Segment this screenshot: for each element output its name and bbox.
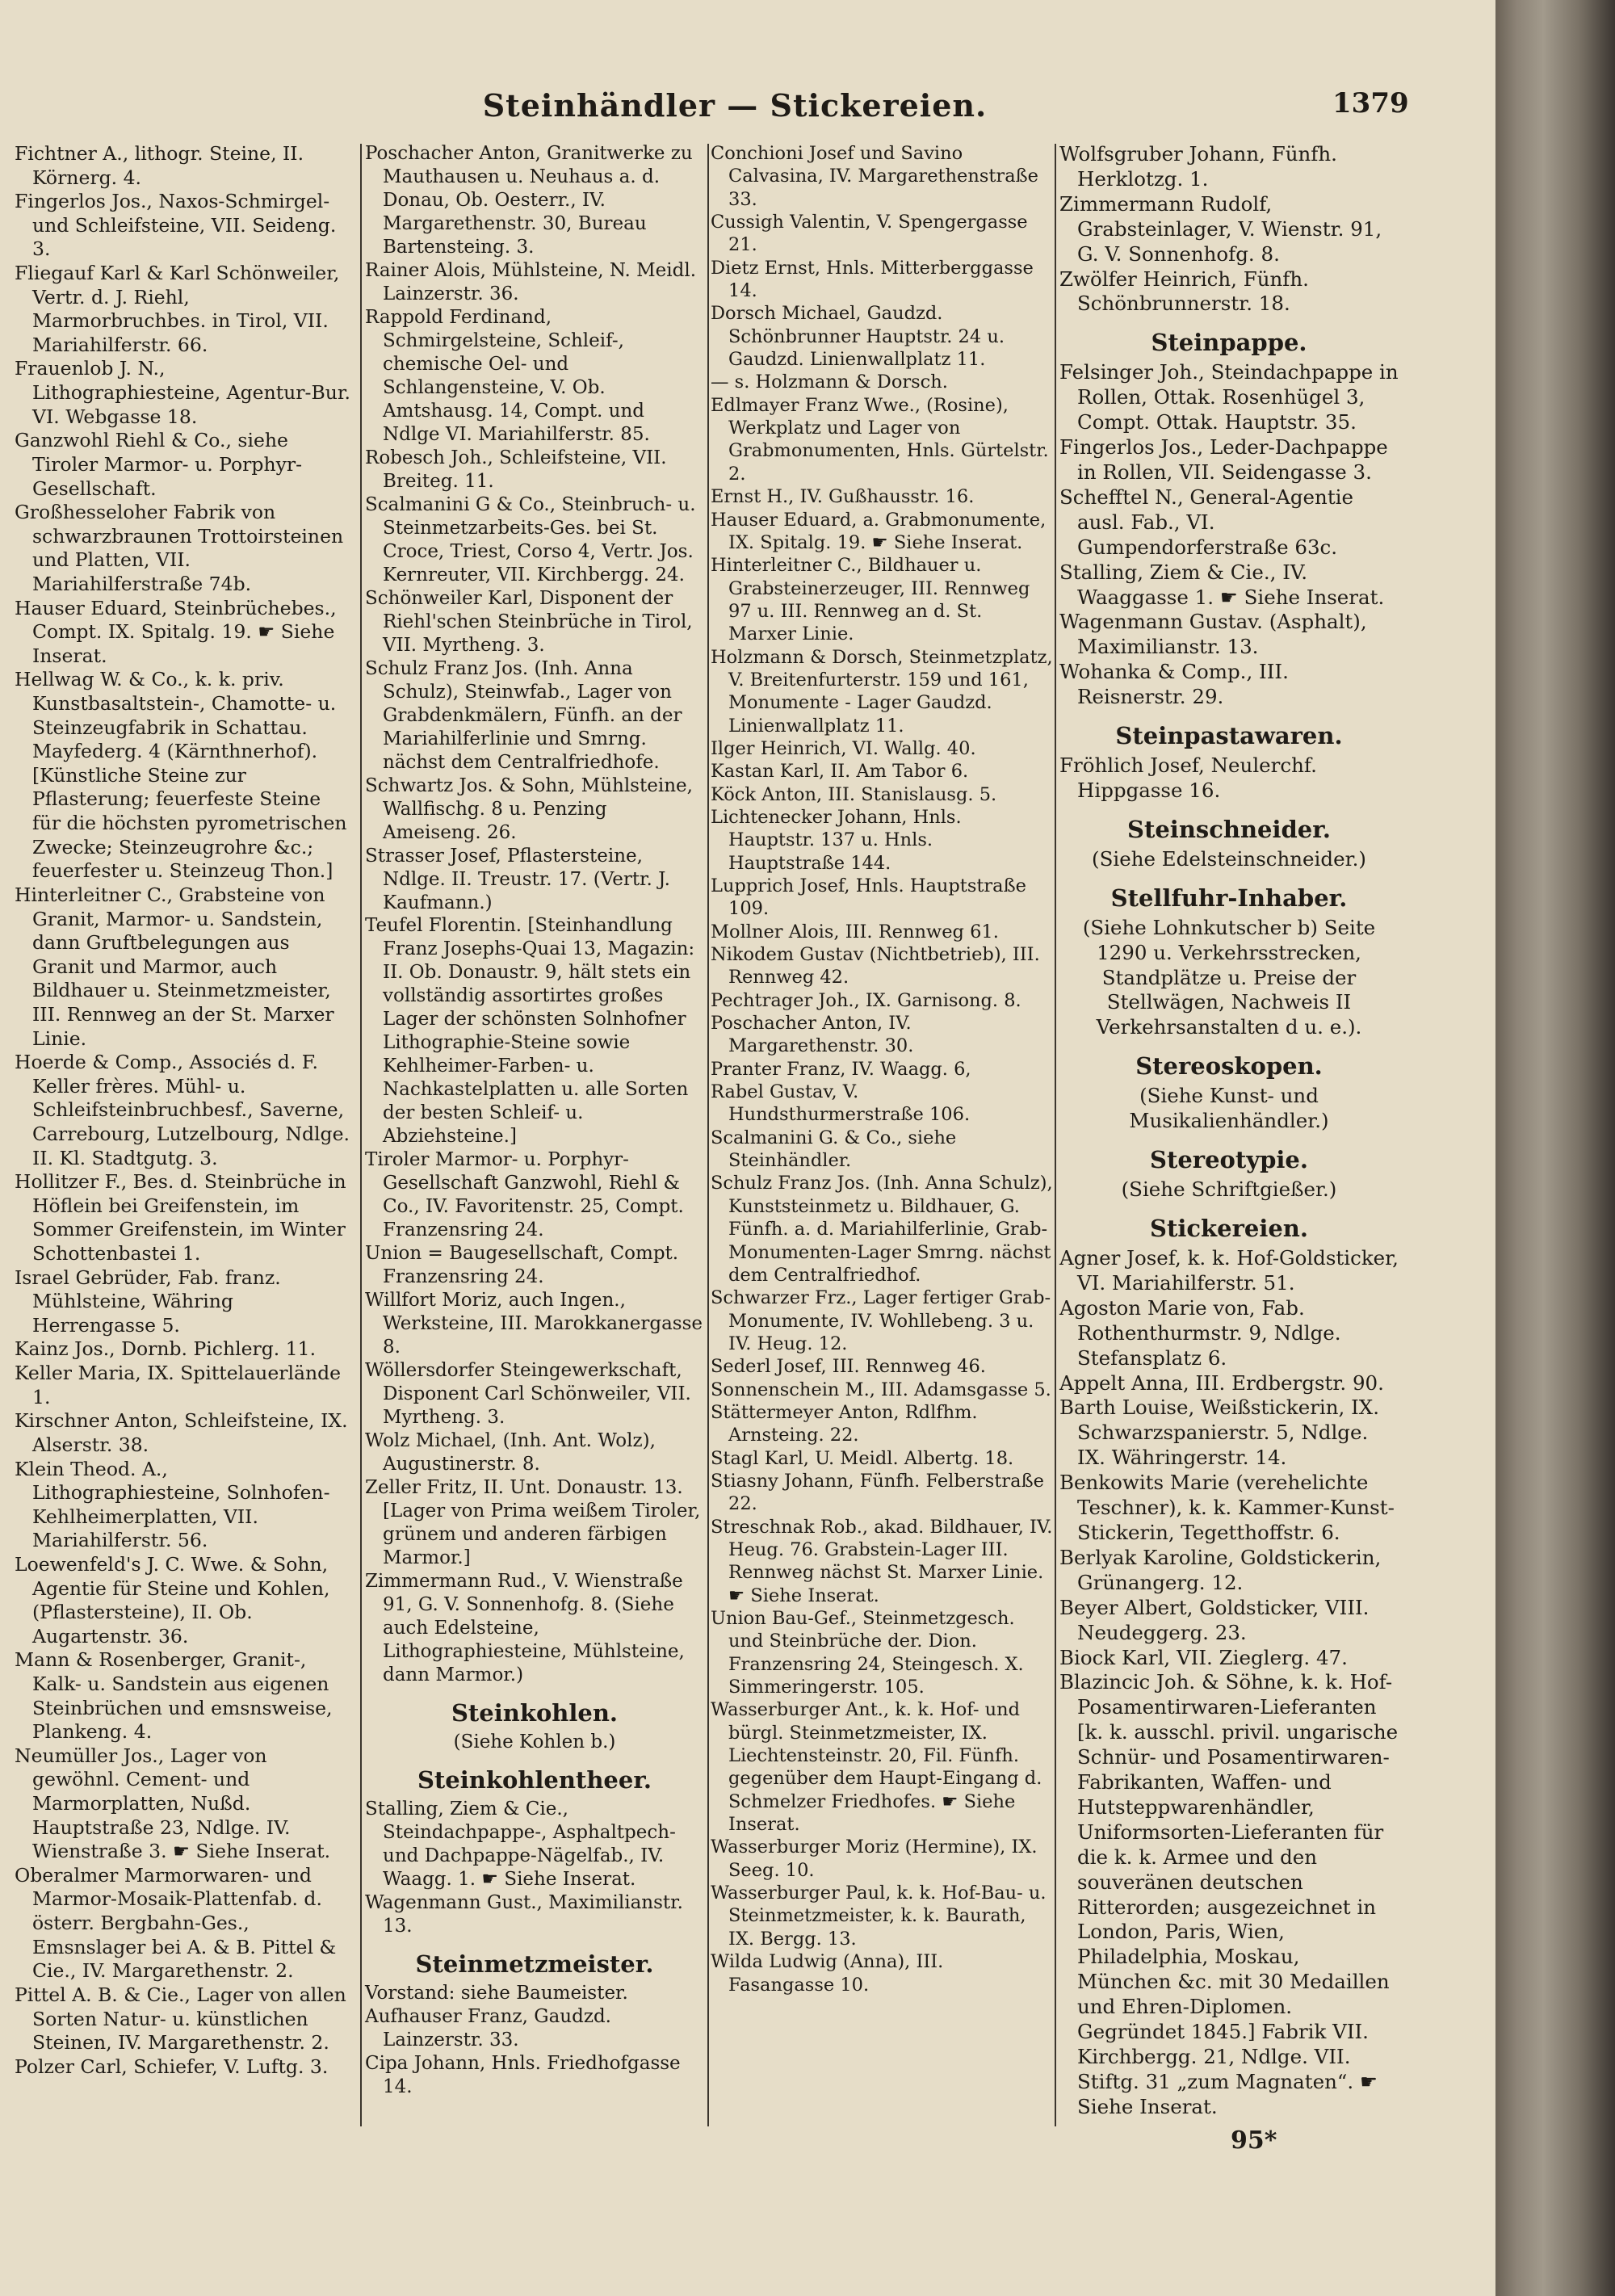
directory-entry: Biock Karl, VII. Zieglerg. 47.	[1059, 1645, 1348, 1669]
directory-entry: Union Bau-Gef., Steinmetzgesch. und Steinbrüche der. Dion. Franzensring 24, Steingesch. X. Simmeringerstr. 105.	[711, 1608, 1024, 1698]
directory-entry: Wilda Ludwig (Anna), III. Fasangasse 10.	[711, 1951, 944, 1996]
directory-entry: Ilger Heinrich, VI. Wallg. 40.	[711, 737, 976, 759]
directory-entry: Poschacher Anton, Granitwerke zu Mauthausen u. Neuhaus a. d. Donau, Ob. Oesterr., IV. Margarethenstr. 30, Bureau Bartensteing. 3.	[365, 143, 693, 258]
directory-entry: Wasserburger Ant., k. k. Hof- und bürgl. Steinmetzmeister, IX. Liechtensteinstr. 20, Fil. Fünfh. gegenüber dem Haupt-Eingang d. Schmelzer Friedhofes. ☛ Siehe Inserat.	[711, 1699, 1042, 1836]
directory-entry: Robesch Joh., Schleifsteine, VII. Breiteg. 11.	[365, 447, 667, 492]
directory-entry: Hellwag W. & Co., k. k. priv. Kunstbasaltstein-, Chamotte- u. Steinzeugfabrik in Schattau. Mayfederg. 4 (Kärnthnerhof). [Künstliche Steine zur Pflasterung; feuerfeste Steine für die höchsten pyrometrischen Zwecke; Steinzeugrohre &c.; feuerfester u. Steinzeug Thon.]	[15, 668, 347, 883]
section-heading: Steinkohlentheer.	[417, 1765, 652, 1794]
directory-entry: Keller Maria, IX. Spittelauerlände 1.	[15, 1362, 342, 1408]
directory-entry: Kastan Karl, II. Am Tabor 6.	[711, 761, 969, 783]
directory-entry: Schwarzer Frz., Lager fertiger Grab-Monumente, IV. Wohllebeng. 3 u. IV. Heug. 12.	[711, 1287, 1051, 1354]
section-heading: Steinmetzmeister.	[415, 1950, 654, 1978]
directory-entry: Hollitzer F., Bes. d. Steinbrüche in Höflein bei Greifenstein, im Sommer Greifenstein, im Winter Schottenbastei 1.	[15, 1170, 346, 1266]
directory-entry: Barth Louise, Weißstickerin, IX. Schwarzspanierstr. 5, Ndlge. IX. Währingerstr. 14.	[1059, 1396, 1380, 1470]
directory-entry: Wohanka & Comp., III. Reisnerstr. 29.	[1059, 660, 1289, 709]
directory-entry: Mollner Alois, III. Rennweg 61.	[711, 921, 999, 942]
directory-entry: Schefftel N., General-Agentie ausl. Fab., VI. Gumpendorferstraße 63c.	[1059, 485, 1354, 559]
directory-entry: Schulz Franz Jos. (Inh. Anna Schulz), Steinwfab., Lager von Grabdenkmälern, Fünfh. an der Mariahilferlinie und Smrng. nächst dem Centralfriedhofe.	[365, 657, 682, 773]
directory-entry: Hauser Eduard, Steinbrüchebes., Compt. IX. Spitalg. 19. ☛ Siehe Inserat.	[15, 596, 337, 667]
directory-entry: Neumüller Jos., Lager von gewöhnl. Cement- und Marmorplatten, Nußd. Hauptstraße 23, Ndlge. IV. Wienstraße 3. ☛ Siehe Inserat.	[15, 1744, 331, 1863]
directory-entry: — s. Holzmann & Dorsch.	[711, 371, 948, 393]
directory-entry: Hauser Eduard, a. Grabmonumente, IX. Spitalg. 19. ☛ Siehe Inserat.	[711, 509, 1047, 553]
directory-entry: Klein Theod. A., Lithographiesteine, Solnhofen-Kehlheimerplatten, VII. Mariahilferstr. 56.	[15, 1457, 330, 1552]
directory-entry: Ganzwohl Riehl & Co., siehe Tiroler Marmor- u. Porphyr-Gesellschaft.	[15, 429, 303, 500]
directory-entry: Felsinger Joh., Steindachpappe in Rollen, Ottak. Rosenhügel 3, Compt. Ottak. Hauptstr. 35.	[1059, 360, 1399, 434]
directory-entry: Hoerde & Comp., Associés d. F. Keller frères. Mühl- u. Schleifsteinbruchbesf., Saverne, Carrebourg, Lutzelbourg, Ndlge. II. Kl. Stadtgutg. 3.	[15, 1051, 350, 1169]
directory-entry: Wöllersdorfer Steingewerkschaft, Disponent Carl Schönweiler, VII. Myrtheng. 3.	[365, 1360, 691, 1429]
cross-reference-note: (Siehe Lohnkutscher b) Seite 1290 u. Verkehrsstrecken, Standplätze u. Preise der Stellwägen, Nachweis II Verkehrsanstalten d u. e.).	[1082, 915, 1376, 1039]
directory-entry: Willfort Moriz, auch Ingen., Werksteine, III. Marokkanergasse 8.	[365, 1290, 703, 1358]
directory-entry: Edlmayer Franz Wwe., (Rosine), Werkplatz und Lager von Grabmonumenten, Hnls. Gürtelstr. 2.	[711, 394, 1049, 485]
page-title: Steinhändler — Stickereien.	[482, 87, 988, 124]
directory-entry: Wagenmann Gust., Maximilianstr. 13.	[365, 1891, 683, 1937]
section-heading: Stereotypie.	[1150, 1146, 1308, 1174]
directory-entry: Kainz Jos., Dornb. Pichlerg. 11.	[15, 1337, 317, 1361]
directory-entry: Köck Anton, III. Stanislausg. 5.	[711, 783, 997, 805]
column-3	[711, 142, 1053, 1996]
directory-entry: Nikodem Gustav (Nichtbetrieb), III. Rennweg 42.	[711, 944, 1040, 988]
directory-entry: Beyer Albert, Goldsticker, VIII. Neudeggerg. 23.	[1059, 1595, 1370, 1644]
directory-entry: Loewenfeld's J. C. Wwe. & Sohn, Agentie für Steine und Kohlen, (Pflastersteine), II. Ob. Augartenstr. 36.	[15, 1552, 330, 1647]
directory-entry: Wasserburger Moriz (Hermine), IX. Seeg. 10.	[711, 1836, 1038, 1881]
directory-entry: Scalmanini G. & Co., siehe Steinhändler.	[711, 1127, 957, 1172]
column-2	[365, 142, 704, 2099]
directory-entry: Zimmermann Rud., V. Wienstraße 91, G. V. Sonnenhofg. 8. (Siehe auch Edelsteine, Lithographiesteine, Mühlsteine, dann Marmor.)	[365, 1571, 685, 1685]
directory-entry: Polzer Carl, Schiefer, V. Luftg. 3.	[15, 2055, 329, 2078]
cross-reference-note: (Siehe Kunst- und Musikalienhändler.)	[1129, 1084, 1329, 1133]
column-divider	[360, 144, 362, 2126]
directory-entry: Wagenmann Gustav. (Asphalt), Maximilianstr. 13.	[1059, 610, 1367, 659]
directory-entry: Poschacher Anton, IV. Margarethenstr. 30.	[711, 1013, 914, 1057]
directory-entry: Holzmann & Dorsch, Steinmetzplatz, V. Breitenfurterstr. 159 und 161, Monumente - Lager Gaudzd. Linienwallplatz 11.	[711, 646, 1053, 737]
directory-entry: Oberalmer Marmorwaren- und Marmor-Mosaik-Plattenfab. d. österr. Bergbahn-Ges., Emsnslager bei A. & B. Pittel & Cie., IV. Margarethenstr. 2.	[15, 1863, 337, 1983]
cross-reference-note: (Siehe Kohlen b.)	[453, 1731, 616, 1752]
section-heading: Steinkohlen.	[451, 1698, 619, 1727]
directory-entry: Dorsch Michael, Gaudzd. Schönbrunner Hauptstr. 24 u. Gaudzd. Linienwallplatz 11.	[711, 303, 1005, 371]
directory-entry: Stättermeyer Anton, Rdlfhm. Arnsteing. 22.	[711, 1401, 978, 1446]
section-heading: Steinschneider.	[1127, 815, 1331, 843]
book-edge	[1495, 0, 1615, 2296]
directory-entry: Blazincic Joh. & Söhne, k. k. Hof-Posamentirwaren-Lieferanten [k. k. ausschl. privil. ungarische Schnür- und Posamentirwaren-Fabrikanten, Waffen- und Hutsteppwarenhändler, Uniformsorten-Lieferanten für die k. k. Armee und den souveränen deutschen Ritterorden; ausgezeichnet in London, Paris, Wien, Philadelphia, Moskau, München &c. mit 30 Medaillen und Ehren-Diplomen. Gegründet 1845.] Fabrik VII. Kirchbergg. 21, Ndlge. VII. Stiftg. 31 „zum Magnaten“. ☛ Siehe Inserat.	[1059, 1670, 1399, 2118]
directory-entry: Stiasny Johann, Fünfh. Felberstraße 22.	[711, 1470, 1044, 1515]
directory-entry: Agner Josef, k. k. Hof-Goldsticker, VI. Mariahilferstr. 51.	[1059, 1246, 1399, 1295]
column-divider	[1055, 144, 1056, 2126]
directory-entry: Ernst H., IV. Gußhausstr. 16.	[711, 486, 975, 508]
directory-entry: Cussigh Valentin, V. Spengergasse 21.	[711, 212, 1028, 256]
cross-reference-note: (Siehe Schriftgießer.)	[1121, 1177, 1337, 1202]
directory-entry: Fingerlos Jos., Leder-Dachpappe in Rollen, VII. Seidengasse 3.	[1059, 435, 1388, 484]
directory-entry: Hinterleitner C., Grabsteine von Granit, Marmor- u. Sandstein, dann Gruftbelegungen aus Granit und Marmor, auch Bildhauer u. Steinmetzmeister, III. Rennweg an der St. Marxer Linie.	[15, 883, 334, 1050]
directory-entry: Agoston Marie von, Fab. Rothenthurmstr. 9, Ndlge. Stefansplatz 6.	[1059, 1295, 1341, 1370]
directory-entry: Fichtner A., lithogr. Steine, II. Körnerg. 4.	[15, 142, 304, 189]
directory-entry: Vorstand: siehe Baumeister.	[365, 1982, 628, 2004]
directory-entry: Appelt Anna, III. Erdbergstr. 90.	[1059, 1370, 1384, 1395]
directory-entry: Aufhauser Franz, Gaudzd. Lainzerstr. 33.	[365, 2005, 611, 2050]
directory-entry: Israel Gebrüder, Fab. franz. Mühlsteine, Währing Herrengasse 5.	[15, 1266, 281, 1337]
directory-entry: Sederl Josef, III. Rennweg 46.	[711, 1356, 986, 1378]
directory-entry: Stagl Karl, U. Meidl. Albertg. 18.	[711, 1447, 1014, 1469]
directory-entry: Rabel Gustav, V. Hundsthurmerstraße 106.	[711, 1081, 971, 1126]
signature-mark: 95*	[1231, 2126, 1277, 2155]
directory-entry: Zeller Fritz, II. Unt. Donaustr. 13. [Lager von Prima weißem Tiroler, grünem und anderen färbigen Marmor.]	[365, 1477, 701, 1569]
directory-entry: Benkowits Marie (verehelichte Teschner), k. k. Kammer-Kunst-Stickerin, Tegetthoffstr. 6.	[1059, 1471, 1395, 1544]
directory-entry: Fröhlich Josef, Neulerchf. Hippgasse 16.	[1059, 753, 1317, 802]
directory-entry: Streschnak Rob., akad. Bildhauer, IV. Heug. 76. Grabstein-Lager III. Rennweg nächst St. Marxer Linie. ☛ Siehe Inserat.	[711, 1516, 1053, 1606]
directory-entry: Conchioni Josef und Savino Calvasina, IV. Margarethenstraße 33.	[711, 143, 1038, 210]
directory-entry: Schwartz Jos. & Sohn, Mühlsteine, Wallfischg. 8 u. Penzing Ameiseng. 26.	[365, 774, 693, 843]
section-heading: Stereoskopen.	[1135, 1052, 1323, 1081]
directory-entry: Teufel Florentin. [Steinhandlung Franz Josephs-Quai 13, Magazin: II. Ob. Donaustr. 9, hält stets ein vollständig assortirtes großes Lager der schönsten Solnhofner Lithographie-Steine sowie Kehlheimer-Farben- u. Nachkastelplatten u. alle Sorten der besten Schleif- u. Abziehsteine.]	[365, 915, 695, 1148]
directory-entry: Zimmermann Rudolf, Grabsteinlager, V. Wienstr. 91, G. V. Sonnenhofg. 8.	[1059, 191, 1382, 266]
directory-entry: Pranter Franz, IV. Waagg. 6,	[711, 1058, 971, 1080]
directory-entry: Großhesseloher Fabrik von schwarzbraunen Trottoirsteinen und Platten, VII. Mariahilferstraße 74b.	[15, 501, 344, 595]
directory-entry: Tiroler Marmor- u. Porphyr-Gesellschaft Ganzwohl, Riehl & Co., IV. Favoritenstr. 25, Compt. Franzensring 24.	[365, 1149, 684, 1241]
section-heading: Steinpastawaren.	[1115, 722, 1343, 750]
directory-entry: Lupprich Josef, Hnls. Hauptstraße 109.	[711, 875, 1026, 920]
directory-entry: Dietz Ernst, Hnls. Mitterberggasse 14.	[711, 257, 1034, 302]
section-heading: Stickereien.	[1150, 1215, 1308, 1242]
directory-entry: Zwölfer Heinrich, Fünfh. Schönbrunnerstr. 18.	[1059, 267, 1309, 316]
directory-entry: Berlyak Karoline, Goldstickerin, Grünangerg. 12.	[1059, 1545, 1382, 1594]
directory-entry: Strasser Josef, Pflastersteine, Ndlge. II. Treustr. 17. (Vertr. J. Kaufmann.)	[365, 845, 670, 913]
directory-entry: Fingerlos Jos., Naxos-Schmirgel- und Schleifsteine, VII. Seideng. 3.	[15, 190, 337, 261]
section-heading: Steinpappe.	[1151, 329, 1307, 357]
directory-entry: Schulz Franz Jos. (Inh. Anna Schulz), Kunststeinmetz u. Bildhauer, G. Fünfh. a. d. Mariahilferlinie, Grab-Monumenten-Lager Smrng. nächst dem Centralfriedhof.	[711, 1173, 1053, 1286]
page-number: 1379	[1332, 87, 1409, 120]
directory-entry: Stalling, Ziem & Cie., Steindachpappe-, Asphaltpech- und Dachpappe-Nägelfab., IV. Waagg. 1. ☛ Siehe Inserat.	[365, 1798, 676, 1890]
directory-entry: Wolz Michael, (Inh. Ant. Wolz), Augustinerstr. 8.	[365, 1430, 656, 1475]
directory-entry: Hinterleitner C., Bildhauer u. Grabsteinerzeuger, III. Rennweg 97 u. III. Rennweg an d. St. Marxer Linie.	[711, 555, 1030, 645]
section-heading: Stellfuhr-Inhaber.	[1110, 884, 1348, 912]
directory-entry: Wolfsgruber Johann, Fünfh. Herklotzg. 1.	[1059, 142, 1337, 191]
directory-entry: Lichtenecker Johann, Hnls. Hauptstr. 137 u. Hnls. Hauptstraße 144.	[711, 806, 962, 874]
column-1	[15, 142, 352, 2079]
directory-entry: Pittel A. B. & Cie., Lager von allen Sorten Natur- u. künstlichen Steinen, IV. Margarethenstr. 2.	[15, 1983, 346, 2055]
directory-entry: Cipa Johann, Hnls. Friedhofgasse 14.	[365, 2052, 681, 2097]
directory-entry: Wasserburger Paul, k. k. Hof-Bau- u. Steinmetzmeister, k. k. Baurath, IX. Bergg. 13.	[711, 1883, 1047, 1950]
directory-entry: Rainer Alois, Mühlsteine, N. Meidl. Lainzerstr. 36.	[365, 259, 697, 304]
directory-entry: Kirschner Anton, Schleifsteine, IX. Alserstr. 38.	[15, 1409, 348, 1456]
directory-entry: Frauenlob J. N., Lithographiesteine, Agentur-Bur. VI. Webgasse 18.	[15, 357, 350, 428]
directory-entry: Mann & Rosenberger, Granit-, Kalk- u. Sandstein aus eigenen Steinbrüchen und emsnsweise, Plankeng. 4.	[15, 1648, 333, 1744]
directory-entry: Schönweiler Karl, Disponent der Riehl'schen Steinbrüche in Tirol, VII. Myrtheng. 3.	[365, 587, 693, 656]
directory-entry: Fliegauf Karl & Karl Schönweiler, Vertr. d. J. Riehl, Marmorbruchbes. in Tirol, VII. Mariahilferstr. 66.	[15, 262, 340, 356]
column-divider	[707, 144, 709, 2126]
directory-entry: Stalling, Ziem & Cie., IV. Waaggasse 1. ☛ Siehe Inserat.	[1059, 560, 1385, 609]
cross-reference-note: (Siehe Edelsteinschneider.)	[1092, 846, 1366, 871]
directory-entry: Union = Baugesellschaft, Compt. Franzensring 24.	[365, 1243, 679, 1288]
directory-entry: Scalmanini G & Co., Steinbruch- u. Steinmetzarbeits-Ges. bei St. Croce, Triest, Corso 4, Vertr. Jos. Kernreuter, VII. Kirchbergg. 24.	[365, 493, 696, 586]
column-4	[1059, 142, 1399, 2120]
directory-entry: Rappold Ferdinand, Schmirgelsteine, Schleif-, chemische Oel- und Schlangensteine, V. Ob. Amtshausg. 14, Compt. und Ndlge VI. Mariahilferstr. 85.	[365, 306, 650, 445]
directory-entry: Sonnenschein M., III. Adamsgasse 5.	[711, 1379, 1051, 1400]
directory-entry: Pechtrager Joh., IX. Garnisong. 8.	[711, 989, 1021, 1011]
